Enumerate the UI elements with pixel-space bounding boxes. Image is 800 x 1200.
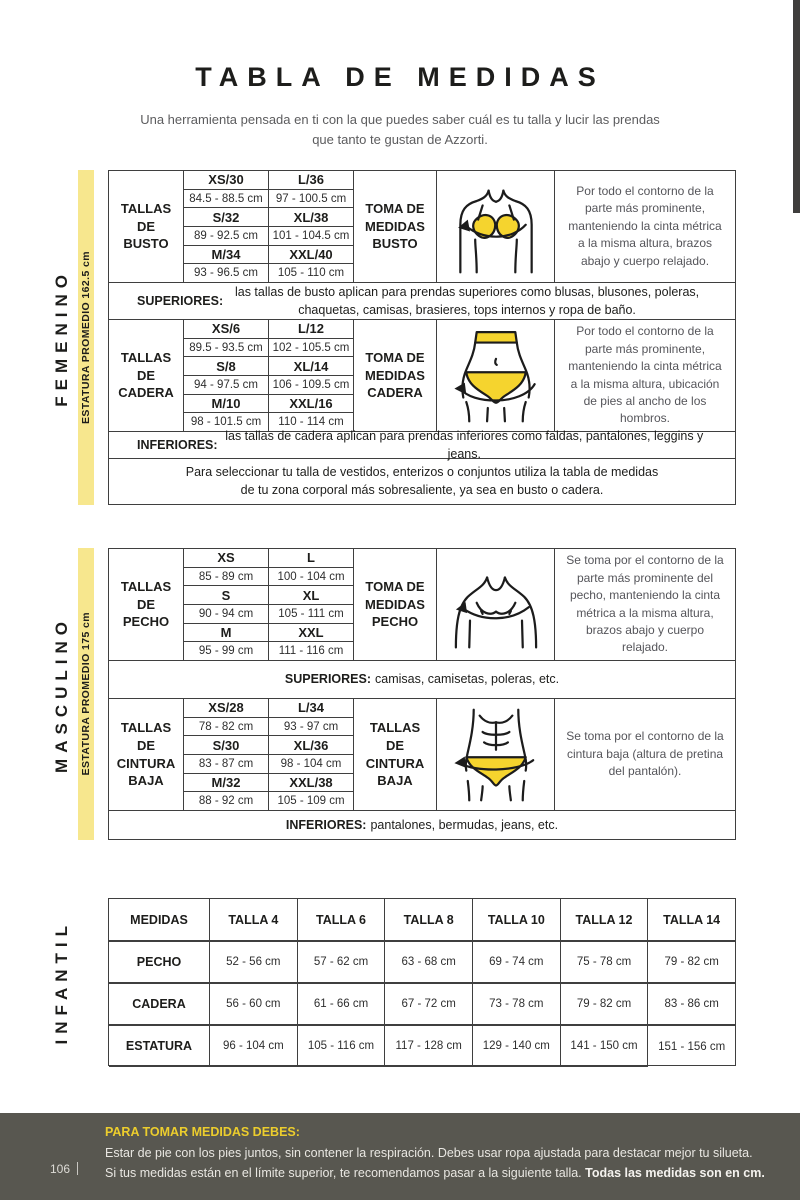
size-cell: S/30 [184, 736, 268, 755]
estatura-label-femenino: ESTATURA PROMEDIO 162.5 cm [80, 251, 92, 424]
lower-waist-measure-icon [444, 705, 548, 805]
estatura-label-masculino: ESTATURA PROMEDIO 175 cm [80, 612, 92, 776]
estatura-bar-masculino [78, 548, 94, 840]
superiores-masculino-row [109, 661, 735, 699]
infantil-row-header: PECHO [109, 941, 209, 983]
infantil-table [108, 898, 736, 1066]
infantil-spacer [78, 898, 108, 1066]
infantil-value-cell: 56 - 60 cm [209, 983, 297, 1025]
size-cell: XS/28 [184, 699, 268, 718]
vertical-label-femenino: FEMENINO [51, 268, 71, 407]
footer-bold-note: Todas las medidas son en cm. [585, 1166, 765, 1180]
row-header-cintura: TALLAS DE CINTURA BAJA [109, 699, 184, 810]
range-cell: 85 - 89 cm [184, 568, 268, 587]
infantil-value-cell: 61 - 66 cm [297, 983, 385, 1025]
infantil-value-cell: 67 - 72 cm [384, 983, 472, 1025]
page-number: 106 [50, 1162, 78, 1176]
vertical-label-infantil: INFANTIL [51, 919, 71, 1045]
size-cell: S/32 [184, 208, 268, 227]
range-cell: 105 - 109 cm [277, 795, 345, 808]
size-cell: XS [184, 549, 268, 568]
inferiores-text: las tallas de cadera aplican para prendas inferiores como faldas, pantalones, leggins y jeans. [225, 428, 704, 461]
infantil-value-cell: 83 - 86 cm [647, 983, 735, 1025]
size-cell: L/12 [269, 320, 353, 339]
measure-header-pecho: TOMA DE MEDIDAS PECHO [354, 549, 437, 660]
infantil-value-cell: 52 - 56 cm [209, 941, 297, 983]
infantil-row-header: ESTATURA [109, 1025, 209, 1067]
size-cell: L/36 [269, 171, 353, 190]
infantil-value-cell: 105 - 116 cm [297, 1025, 385, 1067]
range-cell: 78 - 82 cm [184, 718, 268, 737]
infantil-value-cell: 151 - 156 cm [647, 1025, 735, 1067]
range-cell: 83 - 87 cm [184, 755, 268, 774]
range-cell: 89.5 - 93.5 cm [184, 339, 268, 358]
block-cintura [109, 699, 735, 811]
size-cell: XXL/40 [269, 246, 353, 265]
size-cell: L/34 [269, 699, 353, 718]
section-masculino [45, 548, 736, 840]
row-header-pecho: TALLAS DE PECHO [109, 549, 184, 660]
vertical-label-masculino: MASCULINO [51, 615, 71, 773]
size-cell: XL/36 [269, 736, 353, 755]
busto-illustration-cell [437, 171, 555, 282]
infantil-value-cell: 73 - 78 cm [472, 983, 560, 1025]
range-cell: 88 - 92 cm [198, 795, 254, 808]
infantil-value-cell: 96 - 104 cm [209, 1025, 297, 1067]
infantil-value-cell: 57 - 62 cm [297, 941, 385, 983]
description-pecho: Se toma por el contorno de la parte más prominente del pecho, manteniendo la cinta métrica a la misma altura, brazos abajo y cuerpo relajado. [566, 553, 724, 655]
size-cell: XS/6 [184, 320, 268, 339]
size-cell: XL/14 [269, 357, 353, 376]
size-cell: S/8 [184, 357, 268, 376]
inferiores-femenino-row [109, 428, 735, 461]
range-cell: 95 - 99 cm [198, 645, 254, 658]
superiores-text: las tallas de busto aplican para prendas superiores como blusas, blusones, poleras, chaquetas, camisas, brasieres, tops internos y ropa de baño. [234, 284, 700, 317]
pecho-size-column-2 [269, 549, 354, 660]
page-subtitle: Una herramienta pensada en ti con la que puedes saber cuál es tu talla y lucir las prendas que tanto te gustan de Azzorti. [140, 112, 660, 148]
measure-header-cintura: TALLAS DE CINTURA BAJA [354, 699, 437, 810]
size-table-masculino [108, 548, 736, 840]
infantil-value-cell: 141 - 150 cm [560, 1025, 648, 1067]
page-edge-bar [793, 0, 800, 213]
size-cell: XL/38 [269, 208, 353, 227]
inferiores-text: pantalones, bermudas, jeans, etc. [370, 817, 559, 832]
busto-size-column-1 [184, 171, 269, 282]
pecho-illustration-cell [437, 549, 555, 660]
infantil-row-header: CADERA [109, 983, 209, 1025]
size-cell: XXL [269, 624, 353, 643]
infantil-value-cell: 117 - 128 cm [384, 1025, 472, 1067]
chest-measure-icon [444, 555, 548, 655]
infantil-header-cell: TALLA 10 [472, 899, 560, 941]
cintura-size-column-2 [269, 699, 354, 810]
range-cell: 98 - 101.5 cm [190, 416, 262, 429]
bra-measure-icon [444, 177, 548, 277]
infantil-value-cell: 79 - 82 cm [560, 983, 648, 1025]
note-femenino-row: Para seleccionar tu talla de vestidos, enterizos o conjuntos utiliza la tabla de medidas de tu zona corporal más sobresaliente, ya sea en busto o cadera. [185, 464, 659, 497]
cadera-size-column-2 [269, 320, 354, 431]
cintura-illustration-cell [437, 699, 555, 810]
cadera-illustration-cell [437, 320, 555, 431]
measure-header-cadera: TOMA DE MEDIDAS CADERA [354, 320, 437, 431]
busto-size-column-2 [269, 171, 354, 282]
inferiores-label: INFERIORES: [137, 437, 218, 452]
range-cell: 97 - 100.5 cm [269, 190, 353, 209]
infantil-header-cell: TALLA 6 [297, 899, 385, 941]
range-cell: 93 - 97 cm [269, 718, 353, 737]
description-busto: Por todo el contorno de la parte más prominente, manteniendo la cinta métrica a la misma altura, brazos abajo y cuerpo relajado. [568, 184, 722, 268]
size-cell: S [184, 586, 268, 605]
infantil-value-cell: 129 - 140 cm [472, 1025, 560, 1067]
range-cell: 98 - 104 cm [269, 755, 353, 774]
range-cell: 84.5 - 88.5 cm [184, 190, 268, 209]
range-cell: 111 - 116 cm [278, 645, 344, 658]
range-cell: 101 - 104.5 cm [269, 227, 353, 246]
description-cadera: Por todo el contorno de la parte más prominente, manteniendo la cinta métrica a la misma altura, ubicación de pies al ancho de los hombros. [568, 324, 722, 426]
infantil-header-cell: TALLA 4 [209, 899, 297, 941]
row-header-cadera: TALLAS DE CADERA [109, 320, 184, 431]
footer [0, 1113, 800, 1200]
footer-line-1: Estar de pie con los pies juntos, sin contener la respiración. Debes usar ropa ajustada para destacar mejor tu silueta. [105, 1146, 753, 1160]
cintura-size-column-1 [184, 699, 269, 810]
range-cell: 110 - 114 cm [278, 416, 344, 429]
range-cell: 100 - 104 cm [269, 568, 353, 587]
infantil-header-cell: MEDIDAS [109, 899, 209, 941]
size-cell: XXL/38 [269, 774, 353, 793]
measure-header-busto: TOMA DE MEDIDAS BUSTO [354, 171, 437, 282]
superiores-text: camisas, camisetas, poleras, etc. [375, 672, 560, 687]
range-cell: 102 - 105.5 cm [269, 339, 353, 358]
estatura-bar-femenino [78, 170, 94, 505]
infantil-value-cell: 79 - 82 cm [647, 941, 735, 983]
infantil-header-cell: TALLA 14 [647, 899, 735, 941]
footer-line-2: Si tus medidas están en el límite superior, te recomendamos pasar a la siguiente talla. Todas las medidas son en cm. [105, 1166, 765, 1180]
size-cell: M/34 [184, 246, 268, 265]
inferiores-masculino-row [109, 811, 735, 839]
size-table-femenino [108, 170, 736, 505]
infantil-value-cell: 69 - 74 cm [472, 941, 560, 983]
infantil-value-cell: 63 - 68 cm [384, 941, 472, 983]
range-cell: 93 - 96.5 cm [194, 267, 258, 280]
infantil-value-cell: 75 - 78 cm [560, 941, 648, 983]
superiores-femenino-row [109, 283, 735, 320]
page-number-divider [77, 1162, 78, 1175]
row-header-busto: TALLAS DE BUSTO [109, 171, 184, 282]
infantil-header-cell: TALLA 8 [384, 899, 472, 941]
range-cell: 105 - 111 cm [269, 605, 353, 624]
section-infantil [45, 898, 736, 1066]
size-cell: XS/30 [184, 171, 268, 190]
section-femenino [45, 170, 736, 505]
cadera-size-column-1 [184, 320, 269, 431]
infantil-header-cell: TALLA 12 [560, 899, 648, 941]
size-cell: M/32 [184, 774, 268, 793]
range-cell: 90 - 94 cm [184, 605, 268, 624]
superiores-label: SUPERIORES: [137, 293, 224, 308]
size-cell: M/10 [184, 395, 268, 414]
range-cell: 105 - 110 cm [277, 267, 345, 280]
block-busto [109, 171, 735, 283]
size-cell: XXL/16 [269, 395, 353, 414]
range-cell: 106 - 109.5 cm [269, 376, 353, 395]
size-cell: M [184, 624, 268, 643]
hips-measure-icon [444, 326, 548, 426]
superiores-label: SUPERIORES: [284, 672, 372, 687]
page-title: TABLA DE MEDIDAS [195, 62, 605, 92]
size-cell: L [269, 549, 353, 568]
size-cell: XL [269, 586, 353, 605]
range-cell: 94 - 97.5 cm [184, 376, 268, 395]
block-cadera [109, 320, 735, 432]
range-cell: 89 - 92.5 cm [184, 227, 268, 246]
block-pecho [109, 549, 735, 661]
footer-heading: PARA TOMAR MEDIDAS DEBES: [105, 1125, 300, 1139]
description-cintura: Se toma por el contorno de la cintura baja (altura de pretina del pantalón). [566, 729, 724, 779]
inferiores-label: INFERIORES: [285, 817, 367, 832]
pecho-size-column-1 [184, 549, 269, 660]
